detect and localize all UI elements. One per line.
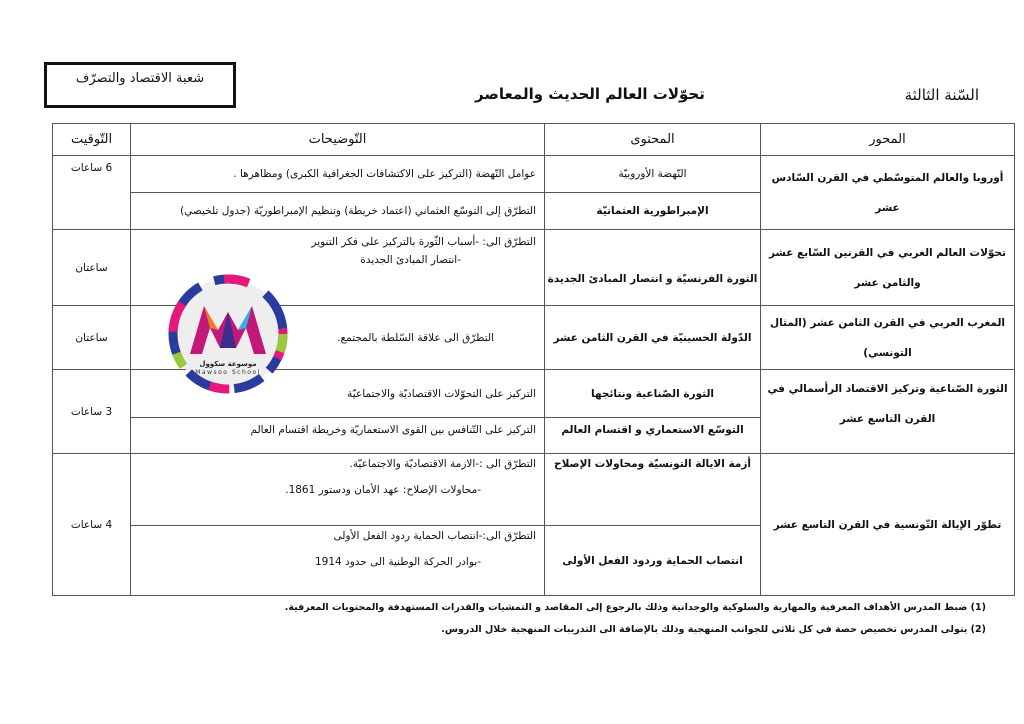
time-cell: ساعتان	[53, 306, 131, 370]
column-header-time: التّوقيت	[53, 124, 131, 156]
content-cell: الثورة الصّناعية ونتائجها	[545, 370, 761, 418]
time-cell: ساعتان	[53, 230, 131, 306]
content-cell: أزمة الايالة التونسيّة ومحاولات الإصلاح	[545, 454, 761, 526]
explanation-line: التطرّق الى: -أسباب الثّورة بالتركيز على فكر التنوير	[311, 236, 536, 248]
mawsoo-school-logo	[166, 272, 290, 396]
content-cell: انتصاب الحماية وردود الفعل الأولى	[545, 526, 761, 596]
axis-cell: أوروبا والعالم المتوسّطي في القرن السّادس عشر	[761, 156, 1015, 230]
explanation-cell: عوامل النّهضة (التركيز على الاكتشافات الجغرافية الكبرى) ومظاهرها .	[131, 156, 545, 193]
explanation-cell: التركيز على التحوّلات الاقتصاديّة والاجتماعيّة	[131, 370, 545, 418]
explanation-line: التطرّق الى:-انتصاب الحماية ردود الفعل الأولى	[333, 530, 536, 542]
content-cell: الثورة الفرنسيّة و انتصار المبادئ الجديدة	[545, 230, 761, 306]
content-cell: النّهضة الأوروبيّة	[545, 156, 761, 193]
time-cell: 6 ساعات	[53, 156, 131, 230]
column-header-content: المحتوى	[545, 124, 761, 156]
table-row	[53, 454, 1015, 526]
explanation-line: -محاولات الإصلاح: عهد الأمان ودستور 1861.	[285, 484, 481, 496]
explanation-cell	[131, 454, 545, 526]
table-row	[53, 156, 1015, 193]
branch-box: شعبة الاقتصاد والتصرّف	[44, 62, 236, 108]
logo-english-text: Mawsoo School	[195, 369, 261, 376]
content-cell: التوسّع الاستعماري و اقتسام العالم	[545, 418, 761, 454]
axis-cell: تحوّلات العالم الغربي في القرنين السّابع عشر والثامن عشر	[761, 230, 1015, 306]
table-header-row	[53, 124, 1015, 156]
footnote: (2) يتولى المدرس تخصيص حصة في كل ثلاثي للجوانب المنهجية وذلك بالإضافة الى التدريبات المنهجية خلال الدروس.	[441, 624, 986, 635]
explanation-cell: التركيز على التّنافس بين القوى الاستعماريّة وخريطة اقتسام العالم	[131, 418, 545, 454]
content-cell: الإمبراطورية العثمانيّة	[545, 193, 761, 230]
time-cell: 4 ساعات	[53, 454, 131, 596]
grade-label: السّنة الثالثة	[904, 86, 979, 104]
column-header-axis: المحور	[761, 124, 1015, 156]
axis-cell: تطوّر الإيالة التّونسية في القرن التاسع عشر	[761, 454, 1015, 596]
axis-cell: الثورة الصّناعية وتركيز الاقتصاد الرأسمالي في القرن التاسع عشر	[761, 370, 1015, 454]
explanation-line: التطرّق الى :-الازمة الاقتصاديّة والاجتماعيّة.	[349, 458, 536, 470]
footnotes	[285, 597, 986, 641]
column-header-explanations: التّوضيحات	[131, 124, 545, 156]
explanation-cell	[131, 526, 545, 596]
content-cell: الدّولة الحسينيّة في القرن الثامن عشر	[545, 306, 761, 370]
explanation-cell: التطرّق إلى التوسّع العثماني (اعتماد خريطة) وتنظيم الإمبراطوريّة (جدول تلخيصي)	[131, 193, 545, 230]
logo-arabic-text: موسوعة سكوول	[199, 360, 257, 368]
explanation-line: -انتصار المبادئ الجديدة	[360, 254, 461, 266]
explanation-line: -بوادر الحركة الوطنية الى حدود 1914	[314, 556, 481, 568]
time-cell: 3 ساعات	[53, 370, 131, 454]
footnote: (1) ضبط المدرس الأهداف المعرفية والمهارية والسلوكية والوجدانية وذلك بالرجوع إلى المقاصد و التمشيات والقدرات المستهدفة والمحتويات المعرفية.	[284, 602, 986, 613]
axis-cell: المغرب العربي في القرن الثامن عشر (المثال التونسي)	[761, 306, 1015, 370]
explanation-cell: التطرّق الى علاقة السّلطة بالمجتمع.	[131, 306, 545, 370]
page-title: تحوّلات العالم الحديث والمعاصر	[475, 85, 705, 103]
